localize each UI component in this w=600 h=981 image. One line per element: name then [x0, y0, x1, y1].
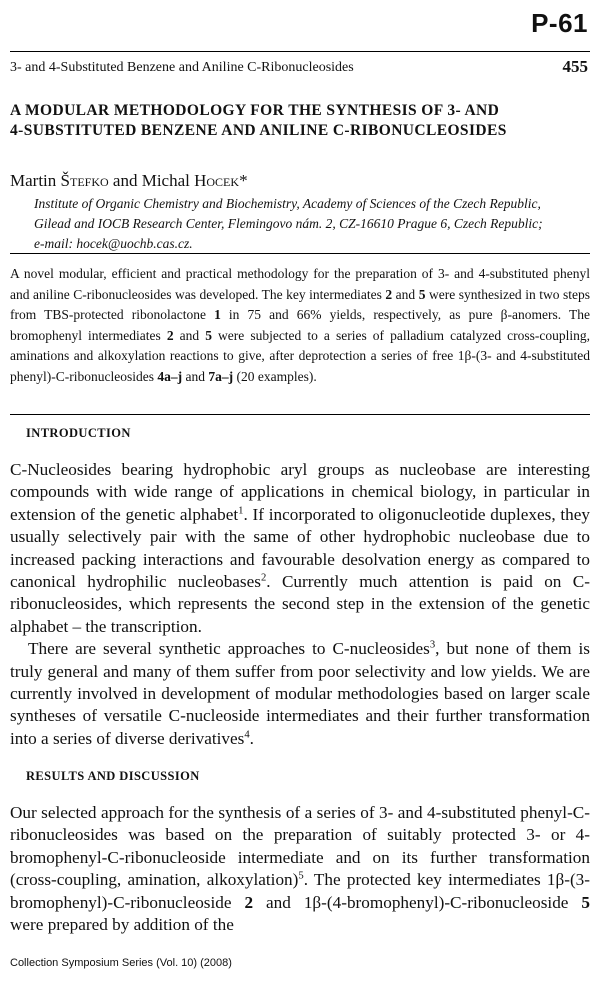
abstract — [10, 264, 590, 388]
page-number: 455 — [562, 57, 588, 76]
author-2-family: Hocek — [194, 171, 240, 190]
introduction-paragraph-1 — [10, 459, 590, 638]
body-text: There are several synthetic approaches to C-nucleosides — [28, 639, 430, 659]
title-line-2: 4-SUBSTITUTED BENZENE AND ANILINE C-RIBONUCLEOSIDES — [10, 122, 507, 139]
citation-ref: 3 — [429, 639, 436, 651]
body-text: . — [249, 728, 254, 748]
affiliation — [34, 194, 594, 254]
compound-ref: 7a–j — [208, 368, 234, 384]
compound-ref: 5 — [581, 892, 590, 912]
body-text: were prepared by addition of the — [10, 915, 234, 935]
body-text: . Currently much attention is paid on C-ribonucleosides, which represents the second step in the extension of the genetic alphabet – the transcription. — [10, 572, 590, 636]
abstract-text: A novel modular, efficient and practical methodology for the preparation of 3- and 4-substituted phenyl and aniline C-ribonucleosides was developed. The key intermediates — [10, 266, 590, 302]
paper-title — [10, 101, 590, 141]
compound-ref: 5 — [205, 327, 212, 343]
author-1-given: Martin — [10, 171, 61, 190]
header-rule — [10, 51, 590, 52]
running-title: 3- and 4-Substituted Benzene and Aniline C-Ribonucleosides — [10, 60, 354, 75]
compound-ref: 4a–j — [157, 368, 183, 384]
abstract-text: were subjected to a series of palladium catalyzed cross-coupling, aminations and alkoxylation reactions to give, after deprotection a series of free 1β-(3- and 4-substituted phenyl)-C-ribonucleosides — [10, 327, 591, 384]
citation-ref: 5 — [298, 870, 304, 882]
affiliation-line-2: Gilead and IOCB Research Center, Flemingovo nám. 2, CZ-16610 Prague 6, Czech Republic; — [34, 216, 543, 231]
section-heading-introduction: INTRODUCTION — [26, 426, 131, 440]
poster-code: P-61 — [531, 8, 588, 38]
citation-ref: 2 — [260, 572, 267, 584]
compound-ref: 2 — [385, 286, 393, 302]
introduction-body — [10, 459, 590, 750]
results-paragraph-1 — [10, 802, 590, 936]
abstract-text: and — [392, 286, 419, 302]
author-list — [10, 171, 248, 191]
abstract-text: and — [182, 368, 209, 384]
affiliation-email: e-mail: hocek@uochb.cas.cz. — [34, 236, 193, 251]
compound-ref: 5 — [418, 286, 426, 302]
author-1-family: Štefko — [60, 171, 109, 190]
citation-ref: 1 — [238, 505, 244, 517]
section-heading-results: RESULTS AND DISCUSSION — [26, 769, 200, 783]
affiliation-line-1: Institute of Organic Chemistry and Biochemistry, Academy of Sciences of the Czech Republic, — [34, 196, 541, 211]
abstract-rule-top — [10, 253, 590, 254]
author-joiner: and Michal — [108, 171, 195, 190]
results-body — [10, 802, 590, 936]
abstract-text: were synthesized in two steps from TBS-protected ribonolactone — [10, 286, 590, 323]
body-text: C-Nucleosides bearing hydrophobic aryl groups as nucleobase are interesting compounds with wide range of applications in chemical biology, in particular in extension of the genetic alphabet — [10, 460, 590, 524]
body-text: . If incorporated to oligonucleotide duplexes, they usually selectively pair with the same of other hydrophobic nucleobase due to increased packing interactions and favourable desolvation energy as compared to canonical hydrophilic nucleobases — [10, 504, 590, 592]
compound-ref: 2 — [166, 327, 174, 343]
abstract-text: in 75 and 66% yields, respectively, as pure β-anomers. The bromophenyl intermediates — [10, 307, 591, 343]
abstract-text: (20 examples). — [233, 368, 317, 384]
title-line-1: A MODULAR METHODOLOGY FOR THE SYNTHESIS OF 3- AND — [10, 102, 500, 119]
compound-ref: 1 — [214, 307, 221, 323]
body-text: , but none of them is truly general and many of them suffer from poor selectivity and low yields. We are currently involved in development of modular methodologies based on larger scale syntheses of versatile C-nucleoside intermediates and their further transformation into a series of diverse derivatives — [10, 639, 590, 748]
body-text: Our selected approach for the synthesis of a series of 3- and 4-substituted phenyl-C-ribonucleosides was based on the preparation of suitably protected 3- or 4-bromophenyl-C-ribonucleoside intermediate and on its further transformation (cross-coupling, amination, alkoxylation) — [10, 803, 590, 890]
body-text: and 1β-(4-bromophenyl)-C-ribonucleoside — [253, 892, 582, 912]
citation-ref: 4 — [244, 729, 250, 741]
introduction-paragraph-2 — [10, 638, 590, 750]
abstract-text: and — [173, 327, 206, 343]
corresponding-star: * — [239, 171, 248, 190]
abstract-rule-bottom — [10, 414, 590, 415]
compound-ref: 2 — [244, 892, 254, 912]
body-text: . The protected key intermediates 1β-(3-bromophenyl)-C-ribonucleoside — [10, 870, 591, 912]
footer-series: Collection Symposium Series (Vol. 10) (2008) — [10, 957, 232, 969]
